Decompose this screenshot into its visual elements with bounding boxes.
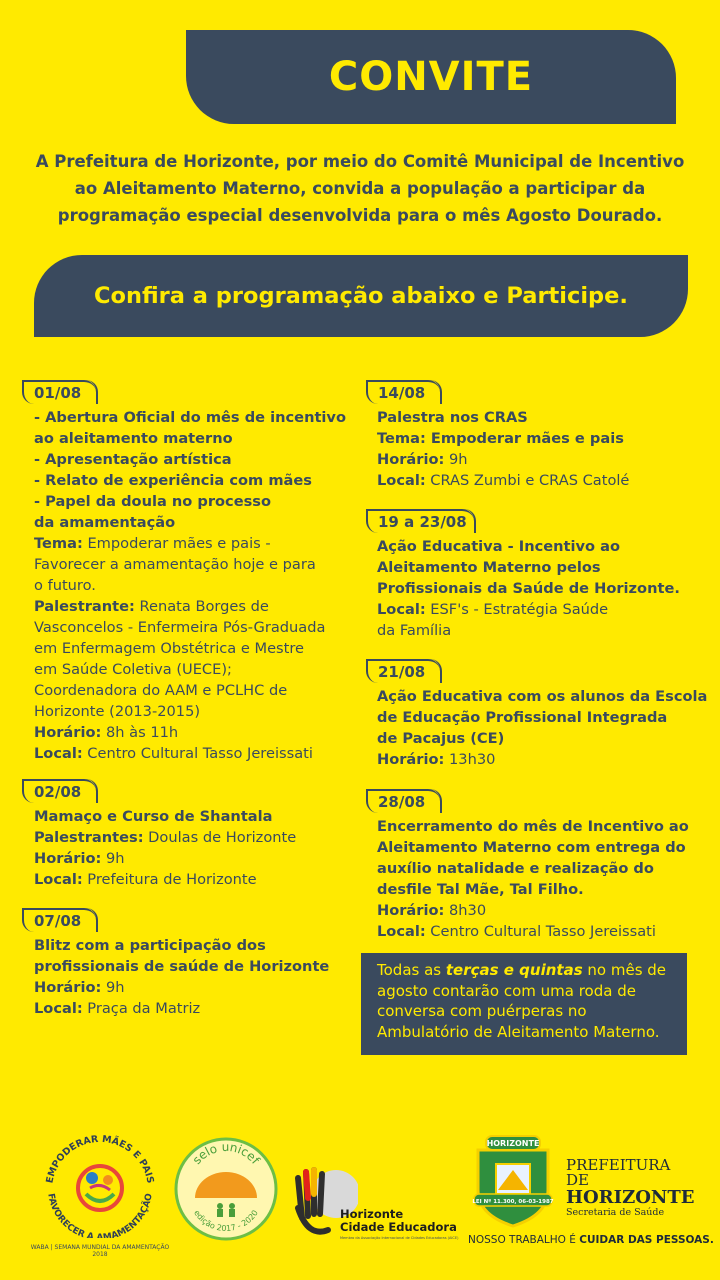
slogan [468,1234,714,1246]
date-text: 28/08 [378,793,426,811]
horario-line [377,900,689,921]
prefeitura-wordmark [566,1158,696,1218]
brasao-horizonte [468,1130,558,1230]
date-badge [22,779,96,803]
local-value: Prefeitura de Horizonte [82,871,257,888]
date-text: 01/08 [34,384,82,402]
selo-unicef-icon [173,1136,279,1242]
event-2108 [377,686,707,770]
event-title: profissionais de saúde de Horizonte [34,958,330,975]
note-text: no mês de [582,961,667,979]
subtitle-banner [34,255,688,337]
note-box [361,953,687,1055]
local-line [34,743,346,764]
date-badge [366,509,474,533]
palestrante-value: em Saúde Coletiva (UECE); [34,661,232,678]
event-title: de Educação Profissional Integrada [377,709,668,726]
local-label: Local: [34,871,83,888]
local-label: Local: [377,923,426,940]
brasao-top-text: HORIZONTE [486,1139,540,1148]
event-line: ao aleitamento materno [34,430,233,447]
palestrante-value: Renata Borges de [134,598,269,615]
tema-label: Tema: [34,535,83,552]
local-label: Local: [377,472,426,489]
slogan-text: NOSSO TRABALHO É [468,1234,580,1246]
event-1923 [377,536,680,641]
palestrante-value: Coordenadora do AAM e PCLHC de [34,682,288,699]
horario-line [377,449,629,470]
date-badge [22,380,96,404]
horario-label: Horário: [34,724,102,741]
waba-bottom-text: FAVORECER A AMAMENTAÇÃO [45,1192,155,1238]
date-text: 07/08 [34,912,82,930]
coat-of-arms-icon [468,1130,558,1230]
local-value: CRAS Zumbi e CRAS Catolé [425,472,630,489]
event-title: de Pacajus (CE) [377,730,505,747]
cidade-educadora-logo [288,1158,458,1248]
event-title: auxílio natalidade e realização do [377,860,654,877]
pref-line1: PREFEITURA DE [566,1156,671,1189]
intro-line: A Prefeitura de Horizonte, por meio do Comitê Municipal de Incentivo [35,152,685,171]
palestrante-line [34,596,346,617]
tema-value: o futuro. [34,577,96,594]
date-text: 02/08 [34,783,82,801]
event-title: Ação Educativa com os alunos da Escola [377,688,708,705]
event-0208 [34,806,296,890]
event-title: Profissionais da Saúde de Horizonte. [377,580,680,597]
note-line: Ambulatório de Aleitamento Materno. [377,1022,660,1041]
event-0108 [34,407,346,764]
waba-emblem-icon [30,1128,170,1238]
palestrantes-value: Doulas de Horizonte [143,829,297,846]
waba-caption: WABA | SEMANA MUNDIAL DA AMAMENTAÇÃO 2018 [30,1244,170,1258]
local-value: da Família [377,622,452,639]
event-title: Encerramento do mês de Incentivo ao [377,818,689,835]
local-line [34,998,329,1019]
event-line: da amamentação [34,514,176,531]
palestrante-value: Vasconcelos - Enfermeira Pós-Graduada [34,619,326,636]
local-line [34,869,296,890]
horario-value: 9h [444,451,468,468]
date-text: 19 a 23/08 [378,513,467,531]
date-badge [366,789,440,813]
educadora-line: Horizonte [340,1207,404,1221]
date-badge [366,380,440,404]
local-line [377,470,629,491]
event-title: desfile Tal Mãe, Tal Filho. [377,881,584,898]
note-emphasis: terças e quintas [445,961,583,979]
tema-value: Empoderar mães e pais [425,430,624,447]
subtitle-text: Confira a programação abaixo e Participe. [94,283,628,309]
date-badge [22,908,96,932]
palestrantes-label: Palestrantes: [34,829,144,846]
note-line: conversa com puérperas no [377,1002,587,1020]
event-title: Palestra nos CRAS [377,409,528,426]
local-value: ESF's - Estratégia Saúde [425,601,609,618]
horario-label: Horário: [34,850,102,867]
tema-line [34,533,346,554]
pref-line2: HORIZONTE [566,1187,695,1208]
local-label: Local: [377,601,426,618]
local-value: Praça da Matriz [82,1000,201,1017]
event-title: Aleitamento Materno com entrega do [377,839,686,856]
page-title: CONVITE [328,54,534,100]
intro-line: programação especial desenvolvida para o mês Agosto Dourado. [57,206,663,225]
local-line [377,921,689,942]
tema-label: Tema: [377,430,426,447]
horario-value: 13h30 [444,751,496,768]
horario-value: 9h [101,979,125,996]
slogan-emphasis: CUIDAR DAS PESSOAS. [579,1234,714,1246]
horario-label: Horário: [377,751,445,768]
horario-value: 8h às 11h [101,724,179,741]
horario-line [377,749,707,770]
waba-logo [30,1128,170,1256]
event-line: - Papel da doula no processo [34,493,271,510]
event-0708 [34,935,329,1019]
horario-line [34,848,296,869]
brasao-bottom-text: LEI Nº 11.300, 06-03-1987 [472,1199,554,1205]
date-text: 21/08 [378,663,426,681]
intro-line: ao Aleitamento Materno, convida a população a participar da [74,179,646,198]
event-line: - Relato de experiência com mães [34,472,312,489]
palestrantes-line [34,827,296,848]
event-line: - Apresentação artística [34,451,232,468]
selo-unicef-logo [173,1136,279,1242]
horario-line [34,722,346,743]
date-badge [366,659,440,683]
title-banner [186,30,676,124]
intro-paragraph [34,148,686,229]
event-1408 [377,407,629,491]
svg-text:EMPODERAR MÃES E PAIS [44,1134,155,1185]
selo-title: selo unicef [189,1139,263,1167]
tema-value: Empoderar mães e pais - [82,535,271,552]
date-text: 14/08 [378,384,426,402]
horario-label: Horário: [377,451,445,468]
horario-value: 8h30 [444,902,487,919]
event-title: Blitz com a participação dos [34,937,266,954]
horario-label: Horário: [34,979,102,996]
local-value: Centro Cultural Tasso Jereissati [425,923,656,940]
local-value: Centro Cultural Tasso Jereissati [82,745,313,762]
event-title: Aleitamento Materno pelos [377,559,601,576]
tema-line [377,428,629,449]
event-2808 [377,816,689,942]
palestrante-value: em Enfermagem Obstétrica e Mestre [34,640,305,657]
note-line [377,960,677,981]
educadora-line: Cidade Educadora [340,1220,457,1234]
local-label: Local: [34,1000,83,1017]
pref-line3: Secretaria de Saúde [566,1207,665,1218]
note-text: Todas as [377,961,446,979]
palestrante-label: Palestrante: [34,598,135,615]
tema-value: Favorecer a amamentação hoje e para [34,556,316,573]
horario-value: 9h [101,850,125,867]
selo-edition: edição 2017 - 2020 [192,1208,260,1234]
educadora-caption: Membro da Associação Internacional de Cidades Educadoras (AICE) [340,1236,459,1240]
horario-label: Horário: [377,902,445,919]
event-title: Ação Educativa - Incentivo ao [377,538,620,555]
note-line: agosto contarão com uma roda de [377,981,636,1000]
horario-line [34,977,329,998]
local-line [377,599,680,620]
palestrante-value: Horizonte (2013-2015) [34,703,201,720]
event-title: Mamaço e Curso de Shantala [34,808,273,825]
waba-top-text: EMPODERAR MÃES E PAIS [44,1133,156,1185]
event-line: - Abertura Oficial do mês de incentivo [34,409,346,426]
local-label: Local: [34,745,83,762]
